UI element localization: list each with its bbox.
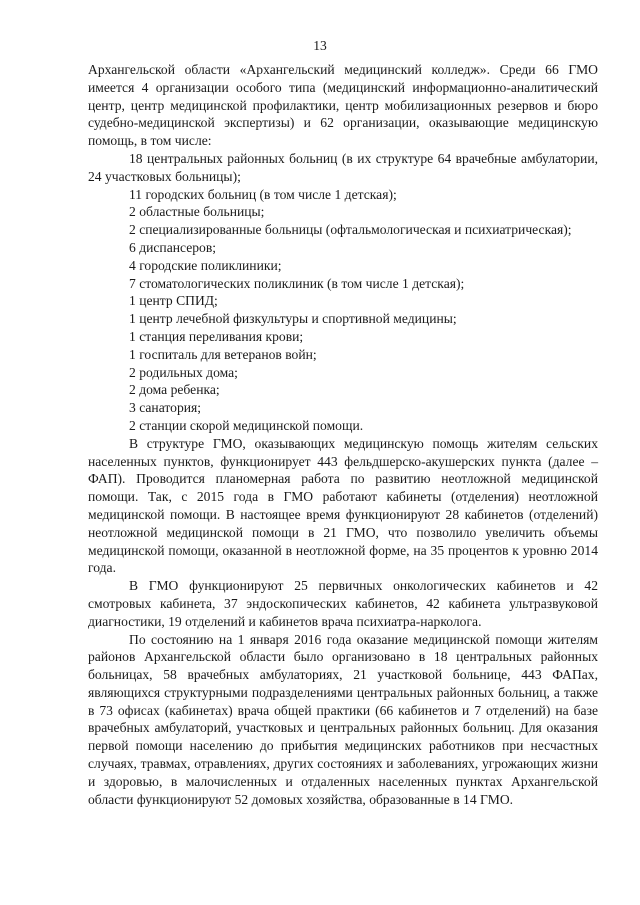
paragraph-oncology: В ГМО функционируют 25 первичных онкологических кабинетов и 42 смотровых кабинета, 37 эндоскопических кабинетов, 42 кабинета ультразвуковой диагностики, 19 отделений и кабинетов врача психиатра-нарколога. <box>88 578 598 629</box>
list-item: 6 диспансеров; <box>129 239 217 255</box>
paragraph-status-2016: По состоянию на 1 января 2016 года оказание медицинской помощи жителям районов Архангельской области было организовано в 18 центральных районных больницах, 58 врачебных амбулаториях, 21 участковой больнице, 443 ФАПах, являющихся структурными подразделениями центральных районных больниц, а также в 73 офисах (кабинетах) врача общей практики (66 кабинетов и 7 отделений) на базе врачебных амбулаторий, участковых и центральных районных больниц. Для оказания первой помощи населению до прибытия медицинских работников при несчастных случаях, травмах, отравлениях, других состояниях и заболеваниях, угрожающих жизни и здоровью, в малочисленных и отдаленных населенных пунктах Архангельской области функционируют 52 домовых хозяйства, образованные в 14 ГМО. <box>88 631 598 807</box>
list-item: 1 станция переливания крови; <box>129 328 304 344</box>
list-item: 7 стоматологических поликлиник (в том числе 1 детская); <box>129 275 465 291</box>
list-item: 2 родильных дома; <box>129 364 238 380</box>
list-item: 1 центр СПИД; <box>129 293 218 309</box>
body-text <box>88 61 598 808</box>
paragraph-intro: Архангельской области «Архангельский медицинский колледж». Среди 66 ГМО имеется 4 организации особого типа (медицинский информационно-аналитический центр, центр медицинской профилактики, центр мобилизационных резервов и бюро судебно-медицинской экспертизы) и 62 организации, оказывающие медицинскую помощь, в том числе: <box>88 62 598 149</box>
list-item: 2 дома ребенка; <box>129 382 220 398</box>
list-item: 2 станции скорой медицинской помощи. <box>129 417 364 433</box>
list-item: 11 городских больниц (в том числе 1 детская); <box>129 186 397 202</box>
paragraph-crb: 18 центральных районных больниц (в их структуре 64 врачебные амбулатории, 24 участковых больницы); <box>88 150 598 184</box>
list-item: 1 центр лечебной физкультуры и спортивной медицины; <box>129 311 457 327</box>
list-item: 3 санатория; <box>129 400 202 416</box>
list-item: 4 городские поликлиники; <box>129 257 282 273</box>
list-item: 2 специализированные больницы (офтальмологическая и психиатрическая); <box>129 222 572 238</box>
list-item: 2 областные больницы; <box>129 204 265 220</box>
paragraph-fap: В структуре ГМО, оказывающих медицинскую помощь жителям сельских населенных пунктов, функционирует 443 фельдшерско-акушерских пункта (далее – ФАП). Проводится планомерная работа по развитию неотложной медицинской помощи. Так, с 2015 года в ГМО работают кабинеты (отделения) неотложной медицинской помощи. В настоящее время функционируют 28 кабинетов (отделений) неотложной медицинской помощи в 21 ГМО, что позволило увеличить объемы медицинской помощи, оказанной в неотложной форме, на 35 процентов к уровню 2014 года. <box>88 435 598 576</box>
list-item: 1 госпиталь для ветеранов войн; <box>129 346 317 362</box>
page-number: 13 <box>313 38 327 53</box>
